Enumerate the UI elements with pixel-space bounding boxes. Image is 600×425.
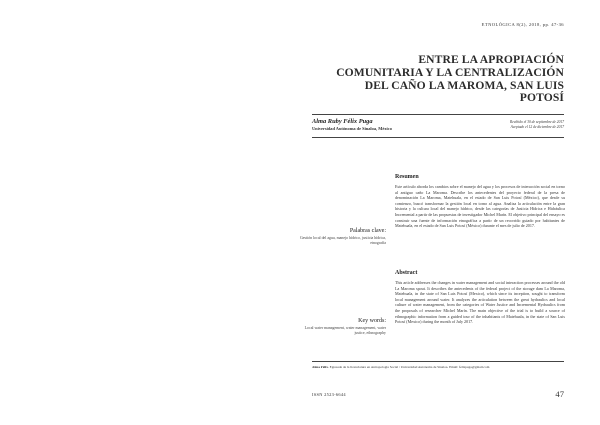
running-head: ETNOLÓGICA 8(2), 2018, pp. 47-36	[481, 22, 564, 27]
article-title	[304, 54, 564, 105]
resumen-body: Este artículo aborda los cambios sobre el manejo del agua y los procesos de interacción social en torno al antiguo caño La Maroma. Describe los antecedentes del proyecto federal de la presa de denominación La Maroma, Matehuala, en el estado de San Luis Potosí (México), que desde su comienzo, buscó transformar la gestión local en torno al agua. Analiza la articulación entre la gran historia y la cultura local del manejo hídrico, desde las categorías de Justicia Hídrica e Hidráulica Incremental a partir de las propuestas de investigador Michel Marín. El objetivo principal del ensayo es construir una fuente de información etnográfica a partir de un recorrido guiado por habitantes de Matehuala, en el estado de San Luis Potosí (México) durante el mes de julio de 2017.	[395, 184, 565, 229]
title-line: POTOSÍ	[519, 91, 564, 105]
author-rule	[312, 137, 564, 138]
palabras-clave-heading: Palabras clave:	[349, 228, 386, 234]
accepted-date: Aceptado el 12 de diciembre de 2017	[510, 125, 564, 130]
received-date: Recibido el 30 de septiembre de 2017	[510, 120, 564, 124]
palabras-clave-block	[300, 228, 386, 246]
title-line: DEL CAÑO LA MAROMA, SAN LUIS	[364, 78, 564, 92]
author-name: Alma Ruby Félix Puga	[312, 118, 373, 125]
title-rule	[312, 114, 564, 115]
footnote-rule	[312, 361, 564, 362]
author-block	[312, 118, 462, 131]
article-dates	[510, 120, 564, 130]
keywords-body: Local water management, water management, water justice, ethnography	[304, 325, 386, 335]
abstract-body: This article addresses the changes in water management and social interaction processes around the old La Maroma spout. It describes the antecedents of the federal project of the storage dam La Maroma, Matehuala, in the state of San Luis Potosí (Mexico), which since its inception, sought to transform local management around water. It analyzes the articulation between the great hydraulics and local culture of water management, from the categories of Water Justice and Incremental Hydraulics from the proposals of researcher Michel Marín. The main objective of the trial is to build a source of ethnographic information from a guided tour of the inhabitants of Matehuala, in the state of San Luis Potosí (Mexico) during the month of July 2017.	[395, 280, 565, 325]
resumen-heading: Resumen	[395, 174, 419, 180]
keywords-heading: Key words:	[358, 318, 386, 324]
footnote-author: Alma Félix.	[312, 365, 329, 369]
palabras-clave-body: Gestión local del agua, manejo hídrico, justicia hídrica, etnografía	[300, 235, 386, 245]
title-line: ENTRE LA APROPIACIÓN	[418, 53, 564, 66]
author-affiliation: Universidad Autónoma de Sinaloa, México	[312, 125, 392, 131]
title-line: COMUNITARIA Y LA CENTRALIZACIÓN	[336, 65, 564, 79]
author-footnote	[312, 365, 566, 370]
issn: ISSN 2523-6644	[312, 392, 346, 397]
footnote-text: Egresada de la licenciatura en Antropología Social / Universidad Autónoma de Sinaloa. Email: felixpuga@gmail.com	[329, 365, 490, 369]
abstract-heading: Abstract	[395, 270, 418, 276]
keywords-block	[300, 318, 386, 336]
page-number: 47	[555, 389, 564, 399]
